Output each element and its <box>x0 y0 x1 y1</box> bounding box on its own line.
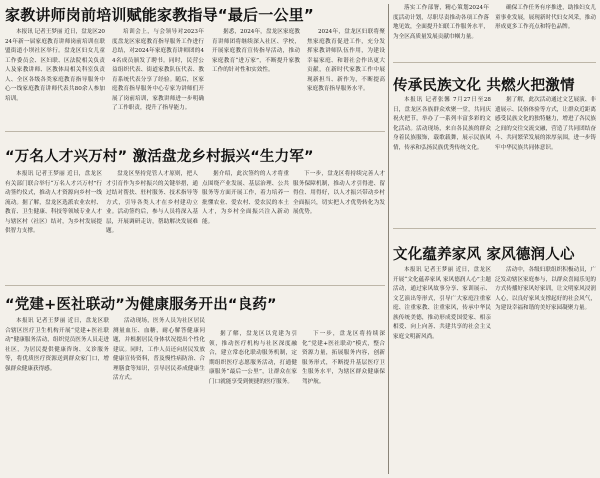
article-talent-col-2: 盘龙区坚持党管人才原则，把人才引育作为乡村振兴的关键举措，通过结对帮扶、驻村服务、技术指导等方式，引导各类人才在乡村建功立业。活动签约后，参与人员将深入基层，开展调研走访，帮助解决发展难题。 <box>106 171 198 235</box>
divider <box>393 62 596 63</box>
article-training-col-4: 2024年，盘龙区妇联将聚焦家庭教育促进工作，充分发挥家教讲师队伍作用，为建设幸福家庭、和谐社会作出更大贡献，在新时代家教工作中展现新担当、新作为，不断提高家庭教育指导服务水平。 <box>307 29 385 93</box>
article-title-talent: “万名人才兴万村” 激活盘龙乡村振兴“生力军” <box>5 149 314 165</box>
divider <box>5 131 385 132</box>
article-training-col-3: 据悉，2024年，盘龙区家庭教育讲师团将继续深入社区、学校，开展家庭教育宣传指导活动，推动家庭教育“进万家”，不断提升家教工作的针对性和实效性。 <box>212 29 300 74</box>
article-title-health: “党建+医社联动”为健康服务开出“良药” <box>5 297 277 313</box>
article-family-col-1: 本报讯 记者王梦丽 近日，盘龙区开展“文化蕴养家风 家风德润人心”主题活动，通过家风故事分享、家训展示、文艺演出等形式，引导广大家庭注重家庭、注重家教、注重家风，传承中华民族传统美德，推动形成爱国爱家、相亲相爱、向上向善、共建共享的社会主义家庭文明新风尚。 <box>393 267 491 340</box>
article-talent-col-4: 下一步，盘龙区将持续完善人才服务保障机制，推动人才引得进、留得住、用得好，以人才振兴带动乡村全面振兴，切实把人才优势转化为发展优势。 <box>293 171 385 216</box>
article-health-col-1: 本报讯 记者王梦丽 近日，盘龙区联合辖区医疗卫生机构开展“党建+医社联动”健康服务活动，组织党员医务人员走进社区，为居民提供健康咨询、义诊服务等，将优质医疗资源送到群众家门口，增强群众健康获得感。 <box>5 318 109 372</box>
divider <box>5 285 385 286</box>
article-health-col-2: 活动现场，医务人员为社区居民测量血压、血糖，耐心解答健康问题，并根据居民身体状况提出个性化建议。同时，工作人员还向居民发放健康宣传资料，普及慢性病防治、合理膳食等知识，引导居民养成健康生活方式。 <box>113 318 205 382</box>
column-separator <box>388 4 389 474</box>
divider <box>393 228 596 229</box>
article-training-col-1: 本报讯 记者王梦丽 近日，盘龙区2024年新一届家庭教育讲师岗前培训在联盟街道小坝社区举行。盘龙区妇女儿童工作委员会、区妇联、区法院相关负责人及家教讲师、区教体局相关科室负责人、全区各级各类家庭教育指导服务中心一线家庭教育讲师代表共80余人参加培训。 <box>5 29 105 102</box>
article-health-col-3: 据了解，盘龙区以党建为引领，推动医疗机构与社区深度融合，建立常态化联动服务机制，定期组织医疗志愿服务活动，打通健康服务“最后一公里”，让群众在家门口就能享受到便捷的医疗服务。 <box>209 331 297 385</box>
article-training-col-2: 培训会上，与会领导对2023年度盘龙区家庭教育指导服务工作进行总结，对2024年家庭教育讲师团的44名成员颁发了聘书。同时，民营公益组织代表、街道家教队伍代表、教育系统代表分享了经验。随后，区家庭教育指导服务中心专家为讲师们开展了岗前培训，家教讲师进一步明确了工作职责，提升了指导能力。 <box>112 29 204 112</box>
right-top-col-1: 落实工作部署，精心策划2024年度活动计划，尽职尽责推动各项工作落地见效，全面提升妇联工作服务水平，为全区高质量发展贡献巾帼力量。 <box>393 5 489 40</box>
article-family-col-2: 活动中，各级妇联组织积极动员，广泛发动辖区家庭参与，以群众喜闻乐见的方式传播好家风好家训，让文明家风浸润人心，以良好家风支撑起好的社会风气，为建设幸福和谐的美好家园凝聚力量。 <box>495 267 596 312</box>
article-title-family-culture: 文化蕴养家风 家风德润人心 <box>393 247 575 263</box>
article-talent-col-1: 本报讯 记者王梦丽 近日，盘龙区有关部门联合举行“万名人才兴万村”行动签约仪式，推动人才资源向乡村一线流动。据了解，盘龙区选派农业农村、教育、卫生健康、科技等领域专业人才与辖区村（社区）结对，为乡村发展提供智力支撑。 <box>5 171 102 235</box>
article-title-torch-festival: 传承民族文化 共燃火把激情 <box>393 78 575 94</box>
right-top-col-2: 确保工作任务有序推进，助推妇女儿童事业发展，展现新时代妇女风采，推动形成更多工作亮点和特色品牌。 <box>495 5 596 31</box>
article-title-training: 家教讲师岗前培训赋能家教指导“最后一公里” <box>5 6 314 24</box>
article-talent-col-3: 据介绍，此次签约的人才将重点围绕产业发展、基层治理、公共服务等方面开展工作，着力培养一批懂农业、爱农村、爱农民的本土人才，为乡村全面振兴注入新动能。 <box>202 171 289 225</box>
article-torch-col-2: 据了解，此次活动通过文艺展演、非遗展示、民俗体验等方式，让群众近距离感受民族文化的独特魅力，增进了各民族之间的交往交流交融，营造了共同团结奋斗、共同繁荣发展的浓厚氛围，进一步铸牢中华民族共同体意识。 <box>495 97 596 151</box>
article-torch-col-1: 本报讯 记者张馨 7月27日至28日，盘龙区各族群众欢聚一堂，共同庆祝火把节，举办了一系列丰富多彩的文化活动。活动现场，来自各民族的群众身着民族服饰，载歌载舞，展示民族风情，传承和弘扬民族优秀传统文化。 <box>393 97 491 151</box>
article-health-col-4: 下一步，盘龙区将持续深化“党建+医社联动”模式，整合资源力量，拓展服务内容，创新服务形式，不断提升基层医疗卫生服务水平，为辖区群众健康保驾护航。 <box>302 331 385 385</box>
